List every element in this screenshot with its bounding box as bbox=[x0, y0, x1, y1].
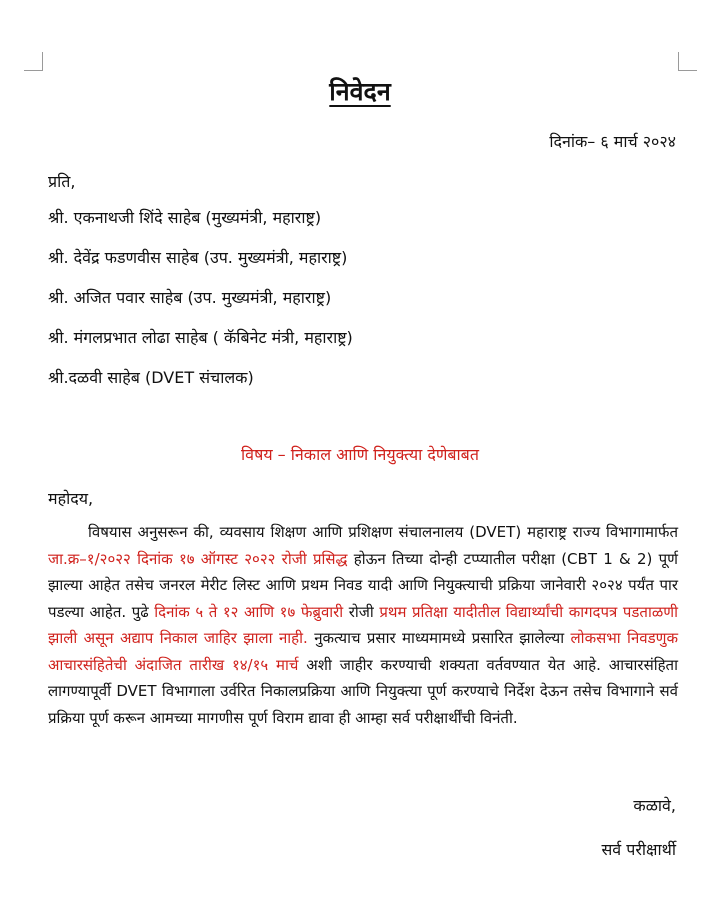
closing-line: कळावे, bbox=[633, 796, 676, 815]
greeting: महोदय, bbox=[48, 489, 94, 508]
recipient-item: श्री. देवेंद्र फडणवीस साहेब (उप. मुख्यमंत्री, महाराष्ट्र) bbox=[48, 248, 348, 267]
subject-line: विषय – निकाल आणि नियुक्त्या देणेबाबत bbox=[241, 445, 479, 464]
document-date: दिनांक– ६ मार्च २०२४ bbox=[549, 132, 676, 151]
body-text: अशी जाहीर करण्याची शक्यता वर्तवण्यात येत आहे. आचारसंहिता लागण्यापूर्वी DVET विभागाला उर्वरित निकालप्रक्रिया आणि नियुक्त्या पूर्ण करण्याचे निर्देश देऊन तसेच विभागाने सर्व प्रक्रिया पूर्ण करून आमच्या मागणीस पूर्ण विराम द्यावा ही आम्हा सर्व परीक्षार्थींची विनंती. bbox=[48, 655, 678, 727]
highlight-notice-ref: जा.क्र–१/२०२२ दिनांक १७ ऑगस्ट २०२२ रोजी प्रसिद्ध bbox=[48, 549, 348, 568]
recipient-item: श्री. अजित पवार साहेब (उप. मुख्यमंत्री, महाराष्ट्र) bbox=[48, 288, 332, 307]
body-paragraph bbox=[48, 519, 678, 731]
page-corner-mark-right bbox=[678, 52, 697, 71]
recipient-list bbox=[48, 207, 353, 407]
recipient-item: श्री. मंगलप्रभात लोढा साहेब ( कॅबिनेट मंत्री, महाराष्ट्र) bbox=[48, 328, 353, 347]
highlight-dates: दिनांक ५ ते १२ आणि १७ फेब्रुवारी bbox=[154, 602, 344, 621]
document-title: निवेदन bbox=[329, 77, 391, 106]
page-corner-mark-left bbox=[24, 52, 43, 71]
body-text: होऊन तिच्या दोन्ही टप्प्यातील परीक्षा (CBT 1 & 2) पूर्ण झाल्या आहेत तसेच जनरल मेरीट लिस्ट आणि प्रथम निवड यादी आणि नियुक्त्याची प्रक्रिया जानेवारी २०२४ पर्यंत पार पडल्या आहेत. पुढे bbox=[48, 549, 678, 621]
highlight-verification: प्रथम प्रतिक्षा यादीतील विद्यार्थ्यांची कागदपत्र पडताळणी झाली असून अद्याप निकाल जाहिर झाला नाही. bbox=[48, 602, 678, 647]
body-text: विषयास अनुसरून की, व्यवसाय शिक्षण आणि प्रशिक्षण संचालनालय (DVET) महाराष्ट्र राज्य विभागामार्फत bbox=[88, 523, 678, 541]
signature: सर्व परीक्षार्थी bbox=[601, 840, 676, 859]
highlight-election-date: लोकसभा निवडणुक आचारसंहितेची अंदाजित तारीख १४/१५ मार्च bbox=[48, 629, 678, 674]
body-text: रोजी bbox=[343, 602, 380, 621]
salutation-to: प्रति, bbox=[48, 172, 76, 191]
recipient-item: श्री.दळवी साहेब (DVET संचालक) bbox=[48, 368, 254, 387]
recipient-item: श्री. एकनाथजी शिंदे साहेब (मुख्यमंत्री, महाराष्ट्र) bbox=[48, 208, 322, 227]
body-text: नुकत्याच प्रसार माध्यमामध्ये प्रसारित झालेल्या bbox=[307, 629, 571, 647]
